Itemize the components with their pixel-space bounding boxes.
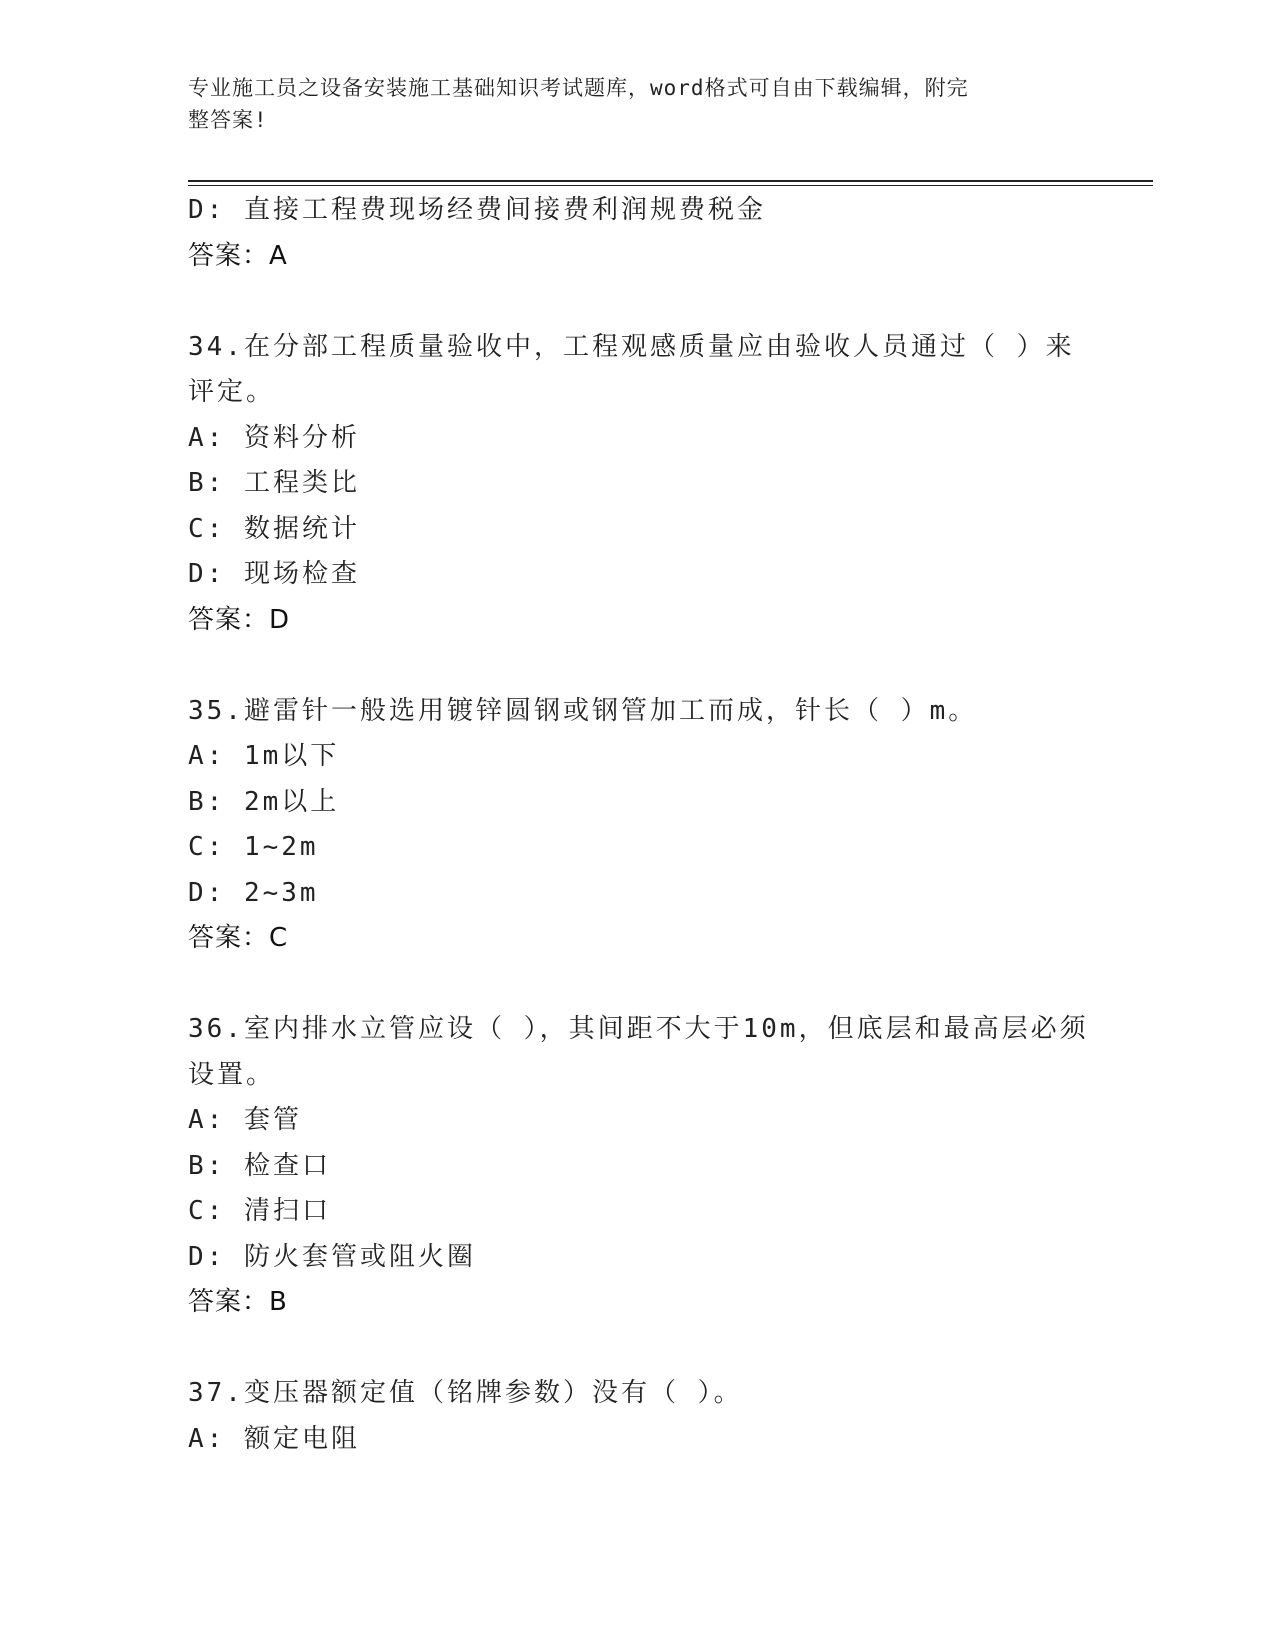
answer-line: 答案：C	[188, 923, 289, 953]
option-d: D: 现场检查	[188, 559, 360, 589]
answer-line: 答案：B	[188, 1287, 288, 1317]
question-stem: 36.室内排水立管应设（ ），其间距不大于10m，但底层和最高层必须	[188, 1014, 1089, 1044]
option-c: C: 数据统计	[188, 513, 360, 544]
answer-line: 答案：D	[188, 604, 291, 635]
question-stem: 34.在分部工程质量验收中，工程观感质量应由验收人员通过（ ）来	[188, 331, 1075, 362]
header-line-2: 整答案!	[188, 108, 268, 132]
option-d: D: 2~3m	[188, 877, 319, 908]
option-b: B: 2m以上	[188, 786, 340, 817]
question-stem: 35.避雷针一般选用镀锌圆钢或钢管加工而成，针长（ ）m。	[188, 695, 978, 726]
header-line-1: 专业施工员之设备安装施工基础知识考试题库，word格式可自由下载编辑，附完	[188, 76, 969, 100]
spacer	[188, 279, 1108, 325]
option-d: D: 防火套管或阻火圈	[188, 1241, 476, 1272]
spacer	[188, 1326, 1108, 1372]
question-stem-continued: 评定。	[188, 377, 276, 407]
option-c: C: 1~2m	[188, 832, 319, 862]
question-stem: 37.变压器额定值（铭牌参数）没有（ ）。	[188, 1378, 743, 1408]
spacer	[188, 643, 1108, 689]
spacer	[188, 962, 1108, 1008]
option-a: A: 资料分析	[188, 422, 360, 453]
question-34	[188, 325, 1108, 644]
option-d: D: 直接工程费现场经费间接费利润规费税金	[188, 195, 766, 225]
header-divider-thick	[188, 180, 1153, 182]
option-b: B: 工程类比	[188, 468, 360, 498]
option-a: A: 额定电阻	[188, 1423, 360, 1454]
option-b: B: 检查口	[188, 1150, 331, 1181]
question-36	[188, 1007, 1108, 1326]
option-c: C: 清扫口	[188, 1196, 331, 1226]
question-35	[188, 689, 1108, 962]
option-a: A: 套管	[188, 1105, 302, 1135]
header-divider-thin	[188, 185, 1153, 186]
question-37	[188, 1371, 1108, 1462]
option-a: A: 1m以下	[188, 741, 340, 771]
question-list	[188, 188, 1108, 1462]
question-stem-continued: 设置。	[188, 1059, 276, 1090]
document-header	[188, 72, 1068, 136]
answer-line: 答案：A	[188, 240, 288, 271]
